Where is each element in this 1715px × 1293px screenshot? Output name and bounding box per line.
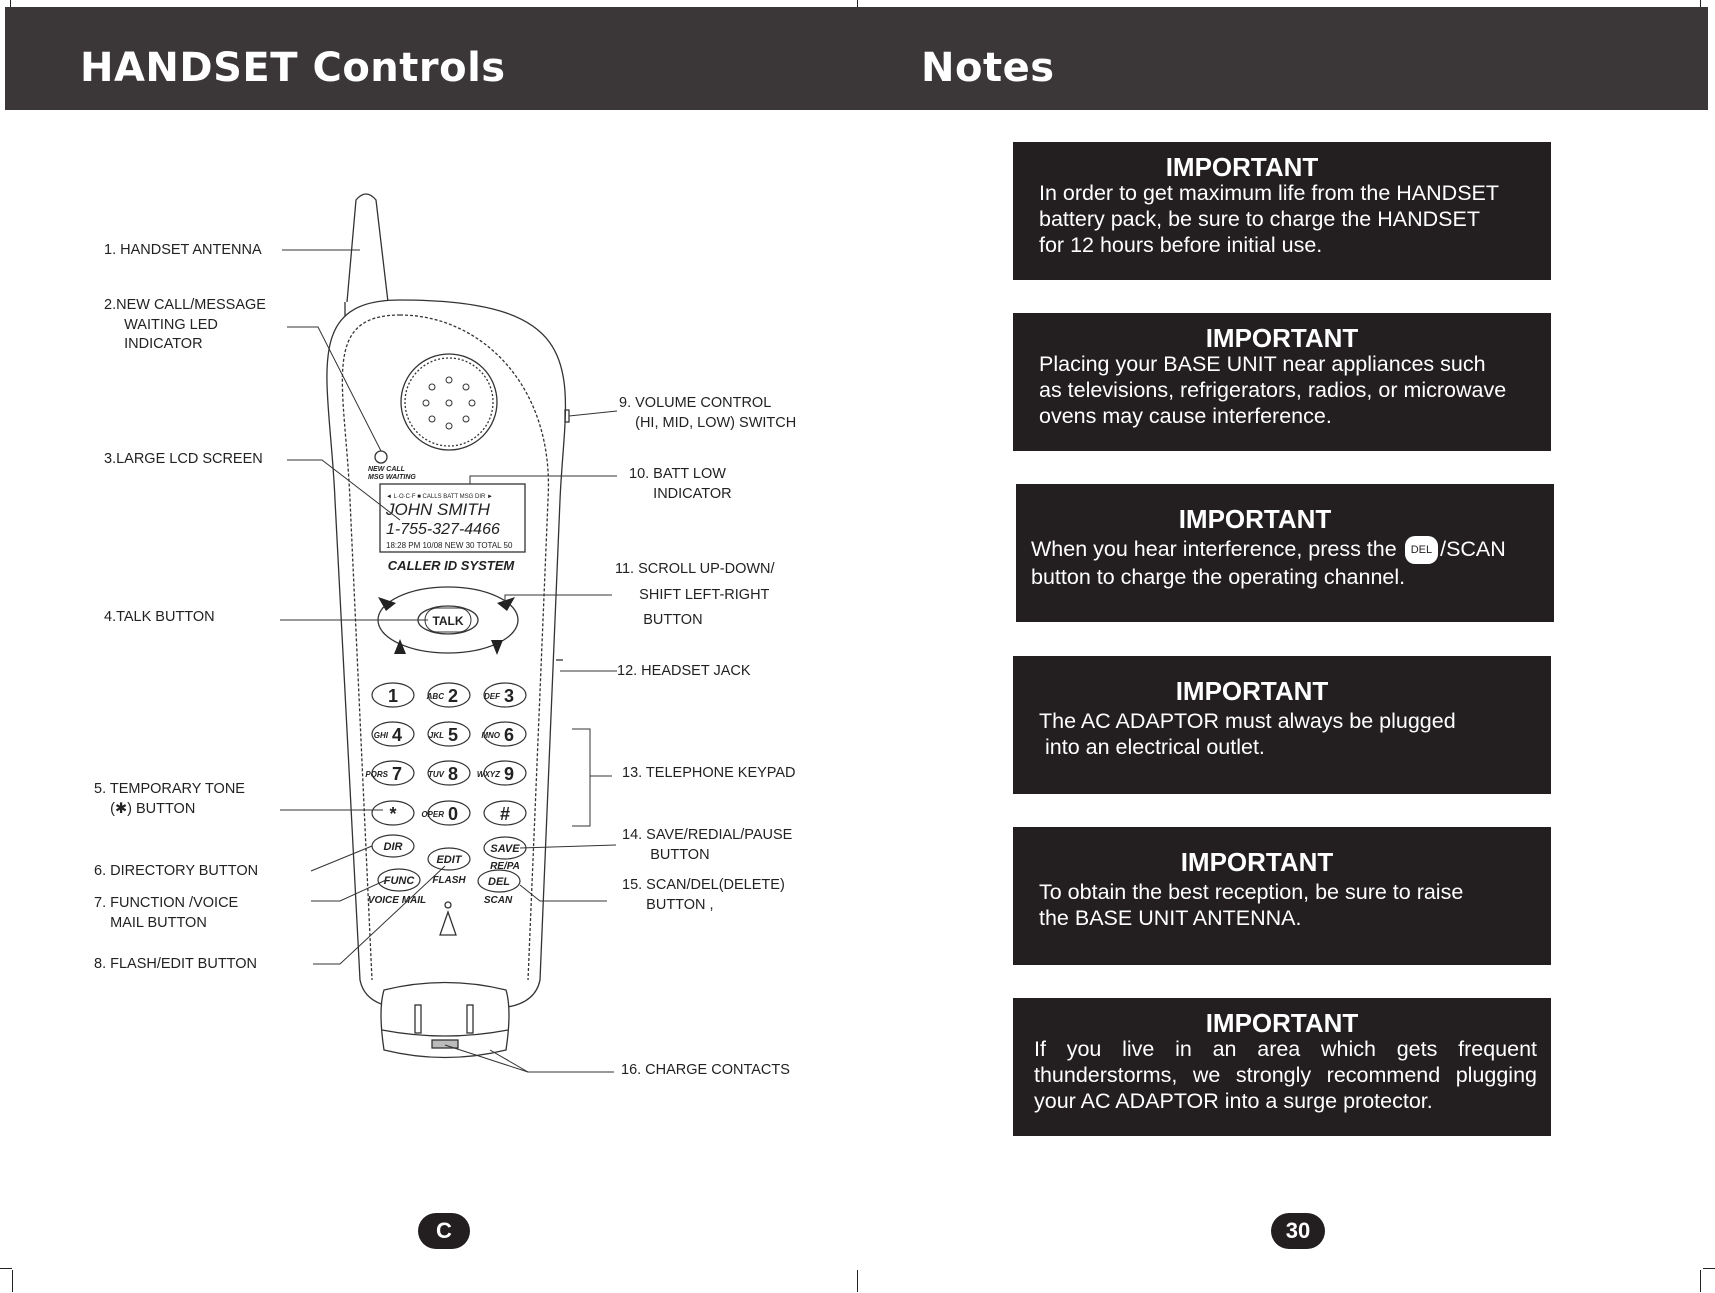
note-title: IMPORTANT	[1205, 1008, 1359, 1038]
dir-key-label: DIR	[383, 841, 403, 853]
callout-function: 7. FUNCTION /VOICE MAIL BUTTON	[94, 895, 239, 931]
keypad-key-digit: 8	[447, 764, 459, 784]
callout-led: 2.NEW CALL/MESSAGE WAITING LED INDICATOR	[104, 297, 266, 353]
keypad-key-digit: 5	[447, 725, 459, 745]
note-body: If you live in an area which gets frequent thunderstorms, we strongly recommend plugging your AC ADAPTOR into a surge protector.	[1034, 1037, 1537, 1113]
scan-label: SCAN	[483, 895, 513, 906]
keypad-key-4	[428, 722, 470, 746]
note-title: IMPORTANT	[1175, 676, 1329, 706]
note-body: To obtain the best reception, be sure to raise the BASE UNIT ANTENNA.	[1039, 880, 1464, 930]
keypad-key-letters: PQRS	[365, 770, 388, 779]
callout-keypad: 13. TELEPHONE KEYPAD	[622, 765, 796, 781]
keypad-key-11	[484, 801, 526, 825]
lcd-number-text: 1-755-327-4466	[386, 521, 500, 538]
keypad-key-digit: 6	[503, 725, 515, 745]
note-text: /SCAN button to charge the operating channel.	[1031, 537, 1506, 589]
keypad-key-digit: 2	[447, 686, 459, 706]
note-body: The AC ADAPTOR must always be plugged into an electrical outlet.	[1039, 709, 1456, 759]
note-title: IMPORTANT	[1165, 152, 1319, 182]
crop-mark	[857, 1270, 858, 1292]
keypad-key-digit: 0	[447, 804, 459, 824]
keypad-key-letters: TUV	[428, 770, 444, 779]
crop-mark	[1700, 1270, 1701, 1292]
page-title-left: HANDSET Controls	[80, 45, 506, 91]
crop-mark	[0, 1268, 12, 1269]
note-box	[1013, 827, 1551, 965]
keypad-key-letters: GHI	[373, 731, 388, 740]
keypad-key-digit: 4	[391, 725, 403, 745]
callout-save: 14. SAVE/REDIAL/PAUSE BUTTON	[622, 827, 793, 863]
keypad-key-letters: MNO	[481, 731, 500, 740]
voicemail-label: VOICE MAIL	[367, 895, 427, 906]
note-box	[1013, 142, 1551, 280]
callout-batt: 10. BATT LOW INDICATOR	[629, 466, 732, 502]
page-title-right: Notes	[921, 45, 1055, 91]
page-number-left: C	[418, 1213, 470, 1249]
note-text: When you hear interference, press the	[1031, 537, 1403, 561]
redial-key-label: RE/PA	[490, 861, 520, 872]
lcd-name-text: JOHN SMITH	[386, 500, 490, 519]
callout-scroll: 11. SCROLL UP-DOWN/ SHIFT LEFT-RIGHT BUTTON	[615, 561, 775, 629]
keypad-key-2	[484, 683, 526, 707]
callout-antenna: 1. HANDSET ANTENNA	[104, 242, 262, 258]
note-box	[1013, 656, 1551, 794]
crop-mark	[12, 1270, 13, 1292]
caller-id-label: CALLER ID SYSTEM	[387, 558, 515, 573]
callout-scan: 15. SCAN/DEL(DELETE) BUTTON ,	[622, 877, 785, 913]
note-body	[1031, 536, 1540, 590]
callout-flash: 8. FLASH/EDIT BUTTON	[94, 956, 258, 972]
save-key-label: SAVE	[490, 843, 520, 855]
callout-headset: 12. HEADSET JACK	[617, 663, 751, 679]
keypad-key-letters: JKL	[428, 731, 444, 740]
keypad-key-digit: #	[499, 804, 511, 824]
flash-key-label: FLASH	[432, 875, 466, 886]
note-title: IMPORTANT	[1178, 504, 1332, 534]
keypad-key-7	[428, 761, 470, 785]
keypad-key-9	[372, 801, 414, 825]
keypad-key-digit: 1	[387, 686, 399, 706]
callout-lcd: 3.LARGE LCD SCREEN	[104, 451, 263, 467]
note-title: IMPORTANT	[1205, 323, 1359, 353]
del-key-label: DEL	[488, 876, 510, 888]
del-key-icon: DEL	[1405, 536, 1438, 564]
keypad-key-letters: DEF	[484, 692, 500, 701]
callout-tone: 5. TEMPORARY TONE (✱) BUTTON	[94, 781, 245, 817]
lcd-info-text: 18:28 PM 10/08 NEW 30 TOTAL 50	[386, 541, 513, 550]
callout-volume: 9. VOLUME CONTROL (HI, MID, LOW) SWITCH	[619, 395, 797, 431]
keypad-key-0	[372, 683, 414, 707]
note-title: IMPORTANT	[1180, 847, 1334, 877]
keypad-key-letters: ABC	[426, 692, 444, 701]
led-label-line1: NEW CALL	[368, 466, 405, 473]
keypad-key-digit: 7	[391, 764, 403, 784]
note-box	[1013, 998, 1551, 1136]
lcd-status-text: ◄ L·O·C·F ■ CALLS BATT MSG DIR ►	[386, 494, 493, 500]
note-box	[1016, 484, 1554, 622]
led-label-line2: MSG WAITING	[368, 474, 416, 481]
func-key-label: FUNC	[383, 875, 415, 887]
keypad-key-3	[372, 722, 414, 746]
edit-key-label: EDIT	[436, 854, 462, 866]
callout-charge: 16. CHARGE CONTACTS	[621, 1062, 790, 1078]
keypad-key-digit: *	[389, 804, 397, 824]
talk-key-label: TALK	[432, 614, 464, 628]
callout-talk: 4.TALK BUTTON	[104, 609, 215, 625]
note-body: In order to get maximum life from the HANDSET battery pack, be sure to charge the HANDSET for 12 hours before initial use.	[1039, 181, 1500, 257]
note-box	[1013, 313, 1551, 451]
keypad-key-digit: 9	[503, 764, 515, 784]
note-body: Placing your BASE UNIT near appliances such as televisions, refrigerators, radios, or microwave ovens may cause interference.	[1039, 352, 1507, 428]
callout-directory: 6. DIRECTORY BUTTON	[94, 863, 259, 879]
keypad-key-digit: 3	[503, 686, 515, 706]
crop-mark	[1703, 1268, 1715, 1269]
page-number-right: 30	[1271, 1213, 1325, 1249]
keypad-key-letters: OPER	[421, 810, 444, 819]
keypad-key-letters: WXYZ	[476, 770, 500, 779]
